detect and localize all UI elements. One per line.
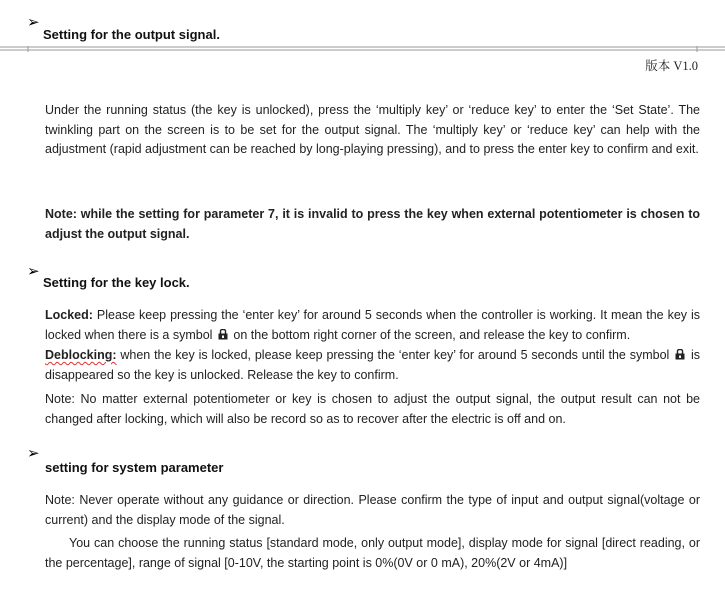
output-signal-paragraph: Under the running status (the key is unlocked), press the ‘multiply key’ or ‘reduce key’ to enter the ‘Set State’. The twinkling part on the screen is to be set for the output signal. The ‘multiply key’ or ‘reduce key’ can help with the adjustment (rapid adjustment can be reached by long-playing pressing), and to press the enter key to confirm and exit. [45,103,700,156]
version-value: V1.0 [673,59,698,73]
lock-icon [675,349,685,360]
lock-icon [218,329,228,340]
bullet-arrow-icon: ➢ [27,14,40,31]
version-label [645,56,698,74]
locked-text-1: Please keep pressing the ‘enter key’ for around 5 seconds when the controller is working. It mean the key is locked when there is a symbol [45,308,700,342]
section-title-system-parameter: setting for system parameter [45,460,224,475]
deblocking-label: Deblocking: [45,348,117,362]
deblocking-text-1: when the key is locked, please keep pressing the ‘enter key’ for around 5 seconds until the symbol [116,348,670,362]
section-title-key-lock: Setting for the key lock. [43,275,190,290]
locked-paragraph [45,306,700,345]
locked-text-2: on the bottom right corner of the screen, and release the key to confirm. [233,327,631,342]
key-lock-note: Note: No matter external potentiometer or key is chosen to adjust the output signal, the output result can not be changed after locking, which will also be record so as to recover after the electric is off and on. [45,392,700,426]
parameter-7-note: Note: while the setting for parameter 7, it is invalid to press the key when external potentiometer is chosen to adjust the output signal. [45,207,700,241]
bullet-arrow-icon: ➢ [27,445,40,462]
locked-label: Locked: [45,308,93,322]
deblocking-paragraph [45,346,700,385]
bullet-arrow-icon: ➢ [27,263,40,280]
section-title-output-signal: Setting for the output signal. [43,27,220,42]
system-choose-paragraph [45,534,700,573]
header-rule [0,46,725,52]
system-choose-text: You can choose the running status [standard mode, only output mode], display mode for signal [direct reading, or the percentage], range of signal [0-10V, the starting point is 0%(0V or 0 mA), 20%(2V or 4mA)] [45,536,700,570]
version-label-text: 版本 [645,59,671,73]
deblocking-text-2: is disappeared so the key is unlocked. Release the key to confirm. [45,348,700,382]
system-note: Note: Never operate without any guidance or direction. Please confirm the type of input and output signal(voltage or current) and the display mode of the signal. [45,493,700,527]
